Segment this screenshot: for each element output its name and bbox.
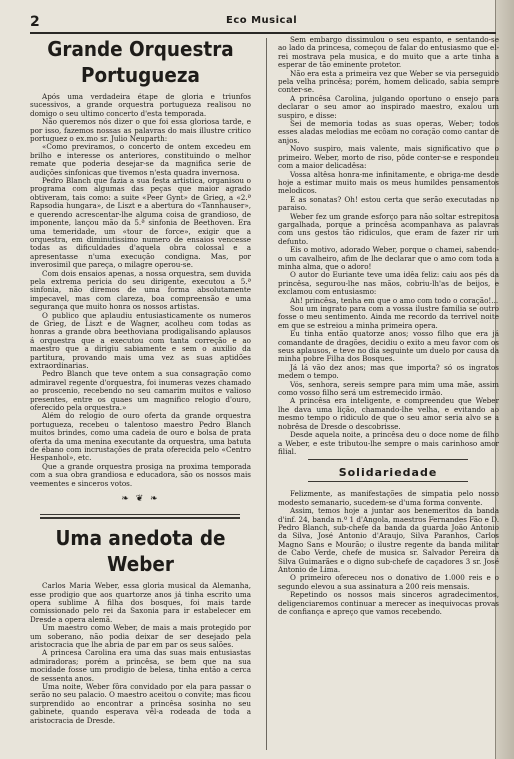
article-paragraph: Pedro Blanch que fazia a sua festa artistica, organisou o programa com algumas das peças que maior agrado obtiveram, tais como: a suite «Peer Gynt» de Grieg, a «2.ª Rapsodia hungara», de Liszt e a abertura do «Tannhauser», e querendo acrescentar-lhe alguma coisa de grandioso, de imponente, lançou mão da 5.ª sinfonia de Beethoven. Era uma temeridade, um «tour de force», exigir que a orquestra, em diminutissimo numero de ensaios vencesse todas as dificuldades d'aquela obra colossal e a apresentasse n'uma execução condigna. Mas, por inverosimil que pareça, o milagre operou-se. — [30, 176, 251, 270]
article-paragraph: Repetindo os nossos mais sinceros agradecimentos, deligenciaremos continuar a merecer as inequivocas provas de confiança e apreço que vamos recebendo. — [278, 590, 499, 616]
article-paragraph: Não era esta a primeira vez que Weber se via perseguido pela velha princêsa; porém, homem delicado, sabia sempre conter-se. — [278, 68, 499, 95]
article-paragraph: Felizmente, as manifestações de simpatia pelo nosso modesto semanario, sucedem-se d'uma forma convente. — [278, 489, 499, 507]
article-paragraph: «Como previramos, o concerto de ontem excedeu em brilho e interesse os anteriores, constituindo o melhor remate que poderia desejar-se da magnifica serie de audições sinfonicas que tivemos n'esta quadra invernosa. — [30, 142, 251, 177]
left-column — [30, 36, 251, 752]
column-separator — [266, 38, 267, 750]
article-paragraph: A princêsa Carolina, julgando oportuno o ensejo para declarar o seu amor ao inspirado maestro, exalou um suspiro, e disse: — [278, 93, 499, 120]
article-paragraph: Que a grande orquestra prosiga na proxima temporada com a sua obra grandiosa e educadora, são os nossos mais veementes e sinceros votos. — [30, 461, 251, 488]
right-column — [278, 36, 499, 752]
article-paragraph: O autor do Euriante teve uma idêa feliz: caiu aos pés da princêsa, segurou-lhe nas mãos, cobriu-lh'as de beijos, e exclamou com entusiasmo: — [278, 270, 499, 297]
ornament: ❧ ❦ ❧ — [121, 494, 160, 505]
divider-rule — [40, 514, 240, 519]
article-paragraph: Sem embargo dissimulou o seu espanto, e sentando-se ao lado da princesa, começou de falar do entusiasmo que el-rei mostrava pela musica, e do muito que a arte tinha a esperar de tão eminente protetor. — [278, 36, 499, 70]
article-paragraph: Ah! princêsa, tenha em que o amo com todo o coração!... — [290, 295, 499, 305]
article-paragraph: Assim, temos hoje a juntar aos benemeritos da banda d'inf. 24, banda n.º 1 d'Angola, maestros Fernandes Fão e D. Pedro Blanch, sub-chefe da banda da guarda João Antonio da Silva, José Antonio d'Araujo, Silva Paranhos, Carlos Magno Sans e Mourão; o ilustre regente da banda militar de Cabo Verde, chefe de musica sr. Salvador Pereira da Silva Guimarães e o digno sub-chefe de caçadores 3 sr. José Antonio de Lima. — [278, 506, 499, 574]
article-paragraph: Sou um ingrato para com a vossa ilustre familia se outro fosse o meu sentimento. Ainda me recordo da terrivel noite em que se estreiou a minha primeira opera. — [278, 304, 499, 330]
article-paragraph: Já lá vão dez anos; mas que importa? só os ingratos medem o tempo. — [278, 362, 499, 381]
article-paragraph: Eu tinha então quatorze anos; vosso filho que era já comandante de dragões, decidiu o exito a meu favor com os seus aplausos, e teve no dia seguinte um duelo por causa da minha pobre Filha dos Bosques. — [278, 329, 499, 364]
article-paragraph: A princêsa era inteligente, e compreendeu que Weber lhe dava uma lição, chamando-lhe velha, e evitando ao mesmo tempo o ridiculo de que o seu amor seria alvo se a nobrêsa de Dresde o descobrisse. — [278, 396, 499, 431]
article-paragraph: Vós, senhora, sereis sempre para mim uma mãe, assim como vosso filho será um estremecido irmão. — [278, 379, 499, 398]
article-paragraph: Não queremos nós dizer o que foi essa gloriosa tarde, e por isso, fazemos nossas as palavras do mais illustre critico portuguez o ex.mo sr. Julio Neuparth: — [30, 117, 251, 144]
journal-name: Eco Musical — [226, 15, 298, 26]
section-title-solidariedade: Solidariedade — [338, 466, 438, 480]
article-paragraph: Além do relogio de ouro oferta da grande orquestra portugueza, recebeu o talentoso maestro Pedro Blanch muitos brindes, como uma cadeia de ouro e bolsa de prata oferta da uma menina executante da orquestra, uma batuta de ébano com incrustações de prata oferecida pelo «Centro Hespanhol», etc. — [30, 411, 251, 463]
article-paragraph: Com dois ensaios apenas, a nossa orquestra, sem duvida pela extrema pericia do seu dirigente, executou a 5.ª sinfonia, não diremos de uma forma absolutamente impecavel, mas com clareza, boa compreensão e uma segurança que muito honra os nossos artistas. — [30, 268, 251, 312]
article-paragraph: O publico que aplaudiu entusiasticamente os numeros de Grieg, de Liszt e de Wagner, acolheu com todas as honras a grande obra beethoviana prodigalisando aplausos á orquestra que a executou com tanta correção e ao maestro que a dirigiu sabiamente e sem o auxilio da partitura, provando mais uma vez as suas aptidões extraordinarias. — [30, 310, 251, 370]
article-paragraph: Vossa altêsa honra-me infinitamente, e obriga-me desde hoje a estimar muito mais os meus humildes pensamentos melodicos. — [278, 169, 499, 196]
section-header-box — [308, 459, 468, 482]
article-paragraph: Novo suspiro, mais valente, mais significativo que o primeiro. Weber, morto de riso, pôde conter-se e respondeu com a maior delicadêsa: — [278, 144, 499, 171]
article-paragraph: A princesa Carolina era uma das suas mais entusiastas admiradoras; porém a princêsa, se bem que na sua mocidade fosse um prodigio de belesa, tinha então a cerca de sessenta anos. — [30, 648, 251, 683]
article-paragraph: Desde aquela noite, a princêsa deu o doce nome de filho a Weber, e este tributou-lhe sempre o mais carinhoso amor filial. — [278, 430, 499, 456]
article-title-weber: Uma anedota de Weber — [55, 526, 226, 577]
page-header — [30, 14, 500, 32]
header-rule — [30, 32, 496, 34]
article-paragraph: Sei de memoria todas as suas operas, Weber; todos esses aladas melodias me ecôam no coração como cantar de anjos. — [278, 119, 499, 145]
article-paragraph: Carlos Maria Weber, essa gloria musical da Alemanha, esse prodigio que aos quartorze anos já tinha escrito uma opera sublime A filha dos bosques, foi mais tarde comissionado pelo rei da Saxonia para ir estabelecer em Dresde a opera alemã. — [30, 581, 251, 624]
page-number: 2 — [30, 14, 40, 30]
article-paragraph: Uma noite, Weber fôra convidado por ela para passar o serão no seu palacio. O maestro aceitou o convite; mas ficou surprendido ao encontrar a princêsa sosinha no seu gabinete, quando esperava vêl-a rodeada de toda a aristocracia de Dresde. — [30, 681, 251, 725]
article-title-orquestra: Grande Orquestra Portugueza — [47, 37, 234, 87]
article-paragraph: Eis o motivo, adorado Weber, porque o chamei, sabendo-o um cavalheiro, afim de lhe declarar que o amo com toda a minha alma, que o adoro! — [278, 245, 499, 271]
article-paragraph: E as sonatas? Oh! estou certa que serão executadas no paraiso. — [278, 194, 499, 213]
article-paragraph: Um maestro como Weber, de mais a mais protegido por um soberano, não podia deixar de ser desejado pela aristocracia que lhe abria de par em par os seus salões. — [30, 623, 251, 649]
article-paragraph: Pedro Blanch que teve ontem a sua consagração como admiravel regente d'orquestra, foi inumeras vezes chamado ao proscenio, recebendo no seu camarim muitos e valioso presentes, entre os quaes um magnifico relogio d'ouro, oferecido pela orquestra.» — [30, 369, 251, 413]
article-paragraph: Weber fez um grande esforço para não soltar estrepitosa gargalhada, porque a princêsa acompanhava as palavras com uns gestos tão ridiculos, que eram de fazer rir um defunto. — [278, 211, 499, 246]
article-paragraph: O primeiro ofereceu nos o donativo de 1.000 reis e o segundo elevou a sua assinatura a 200 reis mensais. — [278, 573, 499, 591]
article-paragraph: Após uma verdadeira étape de gloria e triunfos sucessivos, a grande orquestra portugueza realisou no domigo o seu ultimo concerto d'esta temporada. — [30, 92, 251, 118]
